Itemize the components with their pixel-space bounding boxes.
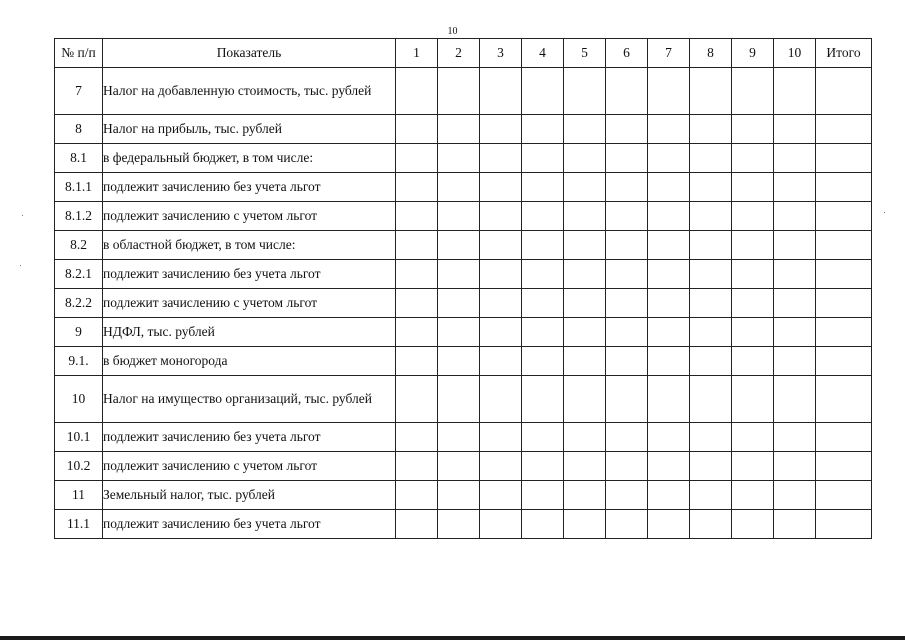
row-total-cell[interactable] xyxy=(816,423,872,452)
row-value-cell[interactable] xyxy=(732,289,774,318)
row-total-cell[interactable] xyxy=(816,144,872,173)
row-value-cell[interactable] xyxy=(438,510,480,539)
table-row xyxy=(55,289,872,318)
scan-speck xyxy=(20,265,21,266)
row-indicator-label: подлежит зачислению с учетом льгот xyxy=(103,202,396,231)
row-value-cell[interactable] xyxy=(438,376,480,423)
row-total-cell[interactable] xyxy=(816,231,872,260)
row-value-cell[interactable] xyxy=(396,481,438,510)
row-indicator-label: Земельный налог, тыс. рублей xyxy=(103,481,396,510)
row-value-cell[interactable] xyxy=(396,260,438,289)
row-indicator-label: в федеральный бюджет, в том числе: xyxy=(103,144,396,173)
row-number: 10 xyxy=(55,376,103,423)
row-value-cell[interactable] xyxy=(606,173,648,202)
row-value-cell[interactable] xyxy=(690,115,732,144)
row-value-cell[interactable] xyxy=(438,423,480,452)
page-number: 10 xyxy=(447,26,458,37)
row-value-cell[interactable] xyxy=(522,481,564,510)
row-indicator-label: Налог на прибыль, тыс. рублей xyxy=(103,115,396,144)
row-value-cell[interactable] xyxy=(732,260,774,289)
row-value-cell[interactable] xyxy=(606,423,648,452)
row-value-cell[interactable] xyxy=(606,260,648,289)
row-value-cell[interactable] xyxy=(438,231,480,260)
row-value-cell[interactable] xyxy=(690,423,732,452)
row-value-cell[interactable] xyxy=(438,260,480,289)
row-value-cell[interactable] xyxy=(774,289,816,318)
row-value-cell[interactable] xyxy=(396,289,438,318)
row-value-cell[interactable] xyxy=(480,115,522,144)
row-value-cell[interactable] xyxy=(480,68,522,115)
row-value-cell[interactable] xyxy=(606,231,648,260)
row-value-cell[interactable] xyxy=(396,452,438,481)
row-value-cell[interactable] xyxy=(606,376,648,423)
row-value-cell[interactable] xyxy=(606,202,648,231)
row-value-cell[interactable] xyxy=(438,318,480,347)
row-indicator-label: подлежит зачислению без учета льгот xyxy=(103,510,396,539)
row-value-cell[interactable] xyxy=(606,510,648,539)
row-value-cell[interactable] xyxy=(690,231,732,260)
indicators-table xyxy=(54,38,872,539)
row-number: 8.2.1 xyxy=(55,260,103,289)
row-value-cell[interactable] xyxy=(774,510,816,539)
row-total-cell[interactable] xyxy=(816,376,872,423)
row-value-cell[interactable] xyxy=(732,115,774,144)
row-value-cell[interactable] xyxy=(690,452,732,481)
header-col-8: 8 xyxy=(690,39,732,68)
row-value-cell[interactable] xyxy=(774,68,816,115)
table-row xyxy=(55,202,872,231)
row-value-cell[interactable] xyxy=(732,481,774,510)
row-value-cell[interactable] xyxy=(648,260,690,289)
row-value-cell[interactable] xyxy=(564,452,606,481)
row-value-cell[interactable] xyxy=(732,376,774,423)
row-value-cell[interactable] xyxy=(564,202,606,231)
row-value-cell[interactable] xyxy=(522,144,564,173)
row-total-cell[interactable] xyxy=(816,318,872,347)
row-value-cell[interactable] xyxy=(690,202,732,231)
scan-speck xyxy=(884,212,885,213)
row-value-cell[interactable] xyxy=(522,173,564,202)
row-value-cell[interactable] xyxy=(690,318,732,347)
row-value-cell[interactable] xyxy=(648,510,690,539)
row-value-cell[interactable] xyxy=(690,510,732,539)
row-value-cell[interactable] xyxy=(690,144,732,173)
row-number: 10.1 xyxy=(55,423,103,452)
header-col-10: 10 xyxy=(774,39,816,68)
row-value-cell[interactable] xyxy=(648,481,690,510)
row-total-cell[interactable] xyxy=(816,115,872,144)
row-total-cell[interactable] xyxy=(816,289,872,318)
row-value-cell[interactable] xyxy=(522,423,564,452)
row-value-cell[interactable] xyxy=(564,231,606,260)
row-value-cell[interactable] xyxy=(480,510,522,539)
row-value-cell[interactable] xyxy=(564,115,606,144)
row-value-cell[interactable] xyxy=(648,423,690,452)
row-value-cell[interactable] xyxy=(606,452,648,481)
row-value-cell[interactable] xyxy=(564,376,606,423)
table-row xyxy=(55,173,872,202)
row-value-cell[interactable] xyxy=(774,144,816,173)
row-value-cell[interactable] xyxy=(480,452,522,481)
row-indicator-label: в областной бюджет, в том числе: xyxy=(103,231,396,260)
row-value-cell[interactable] xyxy=(396,173,438,202)
row-total-cell[interactable] xyxy=(816,260,872,289)
table-row xyxy=(55,115,872,144)
row-value-cell[interactable] xyxy=(732,173,774,202)
row-value-cell[interactable] xyxy=(564,347,606,376)
table-row xyxy=(55,481,872,510)
row-value-cell[interactable] xyxy=(648,144,690,173)
row-value-cell[interactable] xyxy=(438,173,480,202)
row-number: 8 xyxy=(55,115,103,144)
header-col-3: 3 xyxy=(480,39,522,68)
row-value-cell[interactable] xyxy=(480,202,522,231)
row-value-cell[interactable] xyxy=(396,318,438,347)
header-num: № п/п xyxy=(55,39,103,68)
row-value-cell[interactable] xyxy=(606,481,648,510)
row-value-cell[interactable] xyxy=(648,289,690,318)
row-value-cell[interactable] xyxy=(522,289,564,318)
row-value-cell[interactable] xyxy=(606,318,648,347)
header-col-6: 6 xyxy=(606,39,648,68)
row-indicator-label: Налог на добавленную стоимость, тыс. рублей xyxy=(103,68,396,115)
row-value-cell[interactable] xyxy=(396,115,438,144)
row-value-cell[interactable] xyxy=(396,376,438,423)
row-value-cell[interactable] xyxy=(522,376,564,423)
row-value-cell[interactable] xyxy=(732,202,774,231)
header-col-2: 2 xyxy=(438,39,480,68)
row-value-cell[interactable] xyxy=(480,289,522,318)
row-value-cell[interactable] xyxy=(480,481,522,510)
row-value-cell[interactable] xyxy=(438,481,480,510)
table-row xyxy=(55,260,872,289)
row-value-cell[interactable] xyxy=(690,376,732,423)
row-value-cell[interactable] xyxy=(648,347,690,376)
row-value-cell[interactable] xyxy=(774,318,816,347)
row-value-cell[interactable] xyxy=(774,115,816,144)
row-value-cell[interactable] xyxy=(648,68,690,115)
table-body xyxy=(55,68,872,539)
header-col-9: 9 xyxy=(732,39,774,68)
row-value-cell[interactable] xyxy=(648,231,690,260)
row-value-cell[interactable] xyxy=(606,68,648,115)
row-value-cell[interactable] xyxy=(396,144,438,173)
row-indicator-label: подлежит зачислению без учета льгот xyxy=(103,173,396,202)
row-number: 9.1. xyxy=(55,347,103,376)
row-value-cell[interactable] xyxy=(732,318,774,347)
header-col-5: 5 xyxy=(564,39,606,68)
row-total-cell[interactable] xyxy=(816,481,872,510)
row-number: 8.1.1 xyxy=(55,173,103,202)
row-value-cell[interactable] xyxy=(564,481,606,510)
row-number: 8.1.2 xyxy=(55,202,103,231)
row-value-cell[interactable] xyxy=(774,173,816,202)
row-value-cell[interactable] xyxy=(774,231,816,260)
row-value-cell[interactable] xyxy=(438,202,480,231)
row-value-cell[interactable] xyxy=(606,289,648,318)
row-value-cell[interactable] xyxy=(522,318,564,347)
row-value-cell[interactable] xyxy=(480,376,522,423)
row-value-cell[interactable] xyxy=(522,510,564,539)
row-value-cell[interactable] xyxy=(396,68,438,115)
table-row xyxy=(55,318,872,347)
row-number: 9 xyxy=(55,318,103,347)
row-total-cell[interactable] xyxy=(816,173,872,202)
scan-speck xyxy=(22,215,23,216)
table-row xyxy=(55,423,872,452)
row-value-cell[interactable] xyxy=(396,231,438,260)
row-value-cell[interactable] xyxy=(438,452,480,481)
row-value-cell[interactable] xyxy=(690,481,732,510)
row-value-cell[interactable] xyxy=(774,260,816,289)
row-value-cell[interactable] xyxy=(648,202,690,231)
row-indicator-label: подлежит зачислению без учета льгот xyxy=(103,260,396,289)
row-number: 11 xyxy=(55,481,103,510)
row-indicator-label: подлежит зачислению с учетом льгот xyxy=(103,289,396,318)
row-value-cell[interactable] xyxy=(480,144,522,173)
header-col-4: 4 xyxy=(522,39,564,68)
row-value-cell[interactable] xyxy=(438,68,480,115)
table-header-row xyxy=(55,39,872,68)
row-number: 10.2 xyxy=(55,452,103,481)
row-total-cell[interactable] xyxy=(816,452,872,481)
row-total-cell[interactable] xyxy=(816,510,872,539)
row-value-cell[interactable] xyxy=(438,144,480,173)
row-value-cell[interactable] xyxy=(648,318,690,347)
row-value-cell[interactable] xyxy=(480,231,522,260)
row-value-cell[interactable] xyxy=(564,510,606,539)
table-row xyxy=(55,144,872,173)
row-value-cell[interactable] xyxy=(480,260,522,289)
row-value-cell[interactable] xyxy=(564,173,606,202)
row-value-cell[interactable] xyxy=(690,289,732,318)
row-value-cell[interactable] xyxy=(396,347,438,376)
row-value-cell[interactable] xyxy=(774,376,816,423)
row-value-cell[interactable] xyxy=(774,423,816,452)
row-value-cell[interactable] xyxy=(732,452,774,481)
row-value-cell[interactable] xyxy=(522,260,564,289)
row-value-cell[interactable] xyxy=(396,510,438,539)
row-value-cell[interactable] xyxy=(648,452,690,481)
row-total-cell[interactable] xyxy=(816,68,872,115)
row-value-cell[interactable] xyxy=(480,347,522,376)
table-row xyxy=(55,347,872,376)
row-value-cell[interactable] xyxy=(732,510,774,539)
row-value-cell[interactable] xyxy=(564,144,606,173)
row-number: 8.2.2 xyxy=(55,289,103,318)
row-value-cell[interactable] xyxy=(438,347,480,376)
row-indicator-label: в бюджет моногорода xyxy=(103,347,396,376)
row-value-cell[interactable] xyxy=(774,202,816,231)
row-number: 7 xyxy=(55,68,103,115)
row-value-cell[interactable] xyxy=(732,144,774,173)
row-value-cell[interactable] xyxy=(438,115,480,144)
row-value-cell[interactable] xyxy=(648,115,690,144)
row-value-cell[interactable] xyxy=(648,376,690,423)
row-value-cell[interactable] xyxy=(774,347,816,376)
row-value-cell[interactable] xyxy=(396,202,438,231)
header-total: Итого xyxy=(816,39,872,68)
row-value-cell[interactable] xyxy=(438,289,480,318)
row-indicator-label: подлежит зачислению с учетом льгот xyxy=(103,452,396,481)
row-total-cell[interactable] xyxy=(816,202,872,231)
row-value-cell[interactable] xyxy=(522,68,564,115)
row-value-cell[interactable] xyxy=(606,347,648,376)
row-value-cell[interactable] xyxy=(564,289,606,318)
table-row xyxy=(55,376,872,423)
table-row xyxy=(55,68,872,115)
row-number: 11.1 xyxy=(55,510,103,539)
row-value-cell[interactable] xyxy=(732,423,774,452)
row-value-cell[interactable] xyxy=(480,173,522,202)
row-value-cell[interactable] xyxy=(522,452,564,481)
table-row xyxy=(55,452,872,481)
row-value-cell[interactable] xyxy=(522,115,564,144)
row-value-cell[interactable] xyxy=(564,260,606,289)
table-row xyxy=(55,231,872,260)
row-value-cell[interactable] xyxy=(690,173,732,202)
row-value-cell[interactable] xyxy=(648,173,690,202)
row-value-cell[interactable] xyxy=(480,318,522,347)
row-value-cell[interactable] xyxy=(732,231,774,260)
row-number: 8.1 xyxy=(55,144,103,173)
row-total-cell[interactable] xyxy=(816,347,872,376)
row-value-cell[interactable] xyxy=(690,347,732,376)
row-value-cell[interactable] xyxy=(522,347,564,376)
scan-edge-bar xyxy=(0,636,905,640)
row-number: 8.2 xyxy=(55,231,103,260)
row-value-cell[interactable] xyxy=(774,452,816,481)
row-value-cell[interactable] xyxy=(522,231,564,260)
row-value-cell[interactable] xyxy=(690,68,732,115)
row-value-cell[interactable] xyxy=(690,260,732,289)
row-value-cell[interactable] xyxy=(606,115,648,144)
row-value-cell[interactable] xyxy=(480,423,522,452)
row-value-cell[interactable] xyxy=(732,68,774,115)
row-value-cell[interactable] xyxy=(564,68,606,115)
header-col-7: 7 xyxy=(648,39,690,68)
row-value-cell[interactable] xyxy=(774,481,816,510)
row-value-cell[interactable] xyxy=(396,423,438,452)
row-value-cell[interactable] xyxy=(564,423,606,452)
table-row xyxy=(55,510,872,539)
row-value-cell[interactable] xyxy=(564,318,606,347)
header-col-1: 1 xyxy=(396,39,438,68)
row-indicator-label: НДФЛ, тыс. рублей xyxy=(103,318,396,347)
row-indicator-label: подлежит зачислению без учета льгот xyxy=(103,423,396,452)
row-indicator-label: Налог на имущество организаций, тыс. рублей xyxy=(103,376,396,423)
header-indicator: Показатель xyxy=(103,39,396,68)
row-value-cell[interactable] xyxy=(732,347,774,376)
row-value-cell[interactable] xyxy=(606,144,648,173)
row-value-cell[interactable] xyxy=(522,202,564,231)
